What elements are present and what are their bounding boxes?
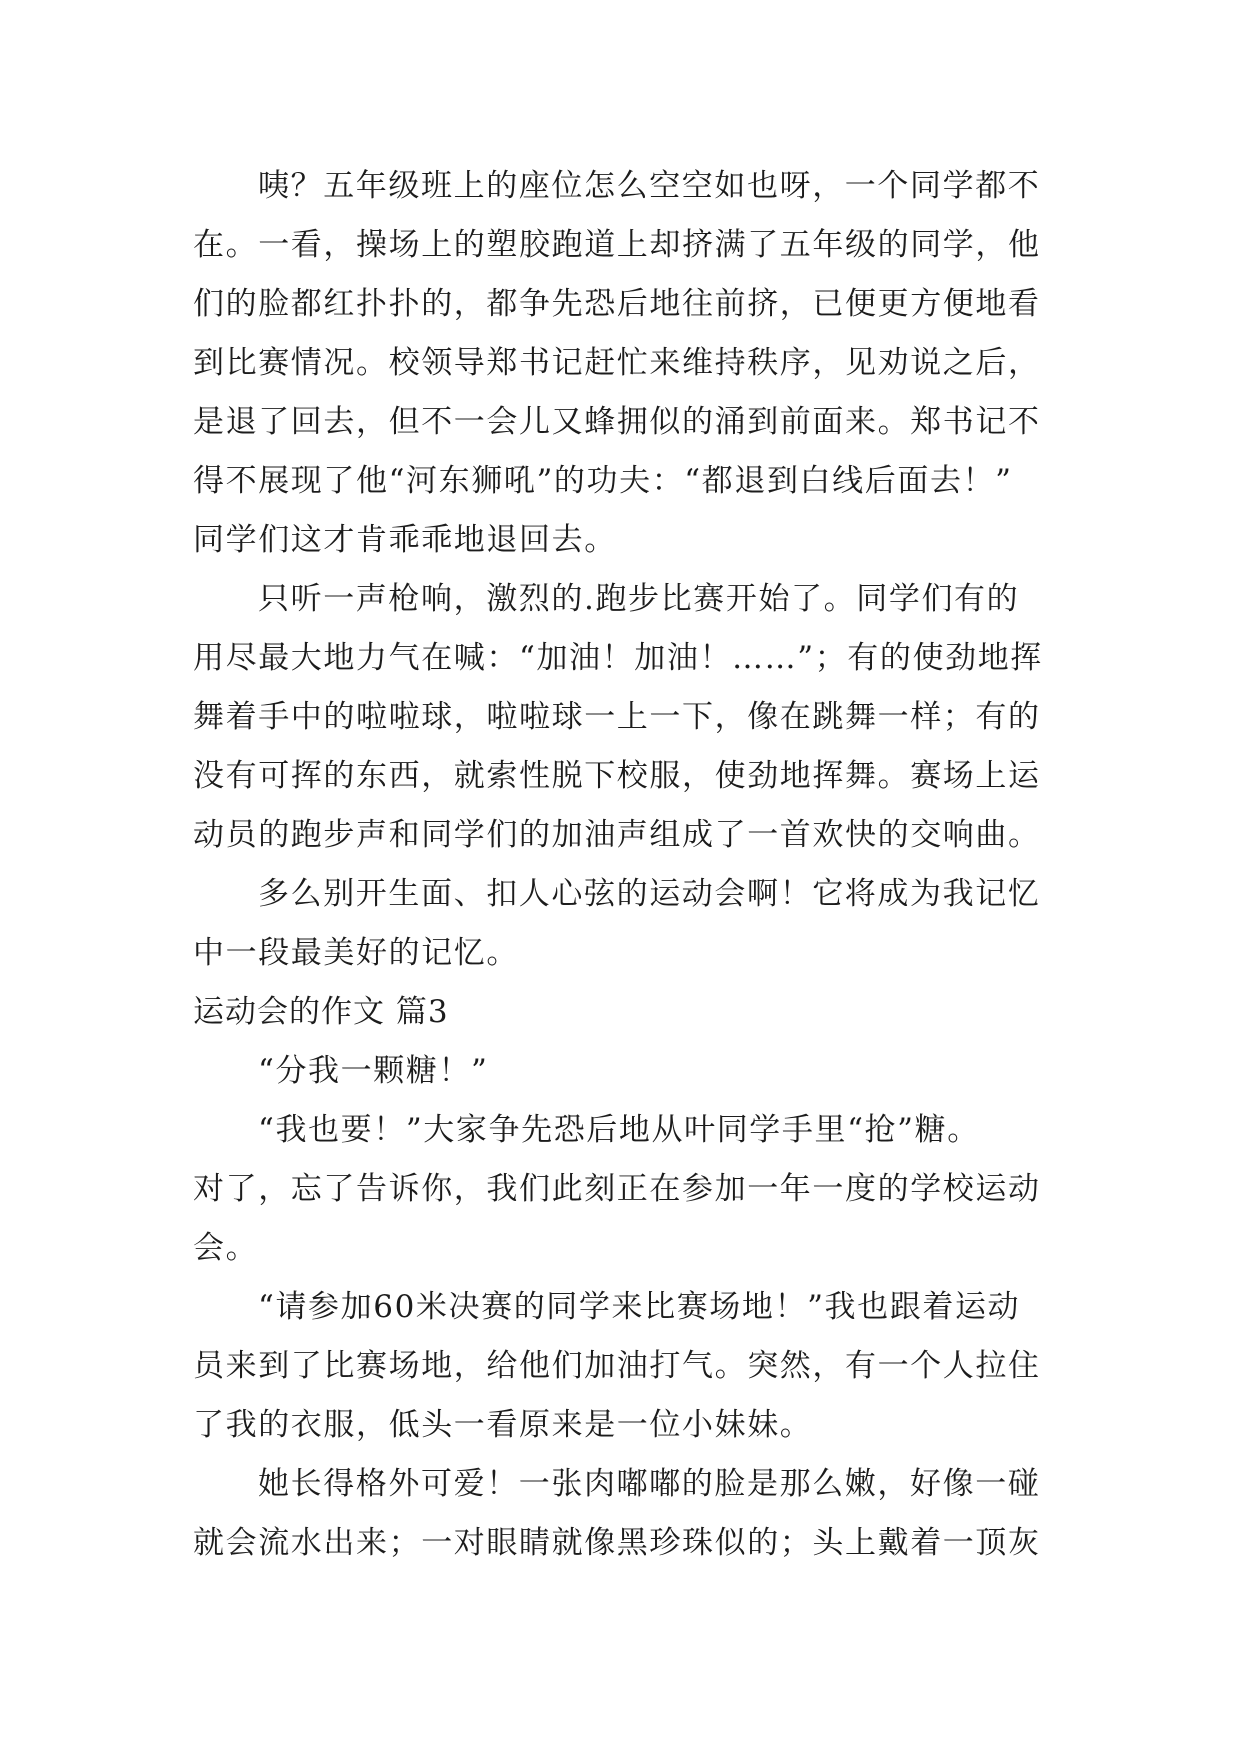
paragraph-line: 了我的衣服，低头一看原来是一位小妹妹。	[193, 1407, 813, 1443]
paragraph-line: 舞着手中的啦啦球，啦啦球一上一下，像在跳舞一样；有的	[193, 699, 1041, 735]
paragraph-line: 用尽最大地力气在喊：“加油！加油！……”；有的使劲地挥	[193, 640, 1043, 676]
paragraph-line: 就会流水出来；一对眼睛就像黑珍珠似的；头上戴着一顶灰	[193, 1525, 1041, 1561]
paragraph-line: 到比赛情况。校领导郑书记赶忙来维持秩序，见劝说之后，	[193, 345, 1041, 381]
paragraph-line: 咦？五年级班上的座位怎么空空如也呀，一个同学都不	[258, 168, 1041, 204]
paragraph-line: 同学们这才肯乖乖地退回去。	[193, 522, 617, 558]
paragraph-line: 只听一声枪响，激烈的.跑步比赛开始了。同学们有的	[258, 581, 1020, 617]
paragraph-line: 们的脸都红扑扑的，都争先恐后地往前挤，已便更方便地看	[193, 286, 1041, 322]
paragraph-line: 在。一看，操场上的塑胶跑道上却挤满了五年级的同学，他	[193, 227, 1041, 263]
section-heading: 运动会的作文 篇3	[193, 994, 449, 1030]
paragraph-line: 得不展现了他“河东狮吼”的功夫：“都退到白线后面去！”	[193, 463, 1013, 499]
paragraph-line: “我也要！”大家争先恐后地从叶同学手里“抢”糖。	[258, 1112, 980, 1148]
paragraph-line: “分我一颗糖！”	[258, 1053, 489, 1089]
paragraph-line: 她长得格外可爱！一张肉嘟嘟的脸是那么嫩，好像一碰	[258, 1466, 1041, 1502]
paragraph-line: 员来到了比赛场地，给他们加油打气。突然，有一个人拉住	[193, 1348, 1041, 1384]
paragraph-line: 动员的跑步声和同学们的加油声组成了一首欢快的交响曲。	[193, 817, 1041, 853]
paragraph-line: “请参加60米决赛的同学来比赛场地！”我也跟着运动	[258, 1289, 1021, 1325]
paragraph-line: 中一段最美好的记忆。	[193, 935, 519, 971]
paragraph-line: 是退了回去，但不一会儿又蜂拥似的涌到前面来。郑书记不	[193, 404, 1041, 440]
paragraph-line: 对了，忘了告诉你，我们此刻正在参加一年一度的学校运动	[193, 1171, 1041, 1207]
paragraph-line: 多么别开生面、扣人心弦的运动会啊！它将成为我记忆	[258, 876, 1041, 912]
paragraph-line: 没有可挥的东西，就索性脱下校服，使劲地挥舞。赛场上运	[193, 758, 1041, 794]
paragraph-line: 会。	[193, 1230, 259, 1266]
